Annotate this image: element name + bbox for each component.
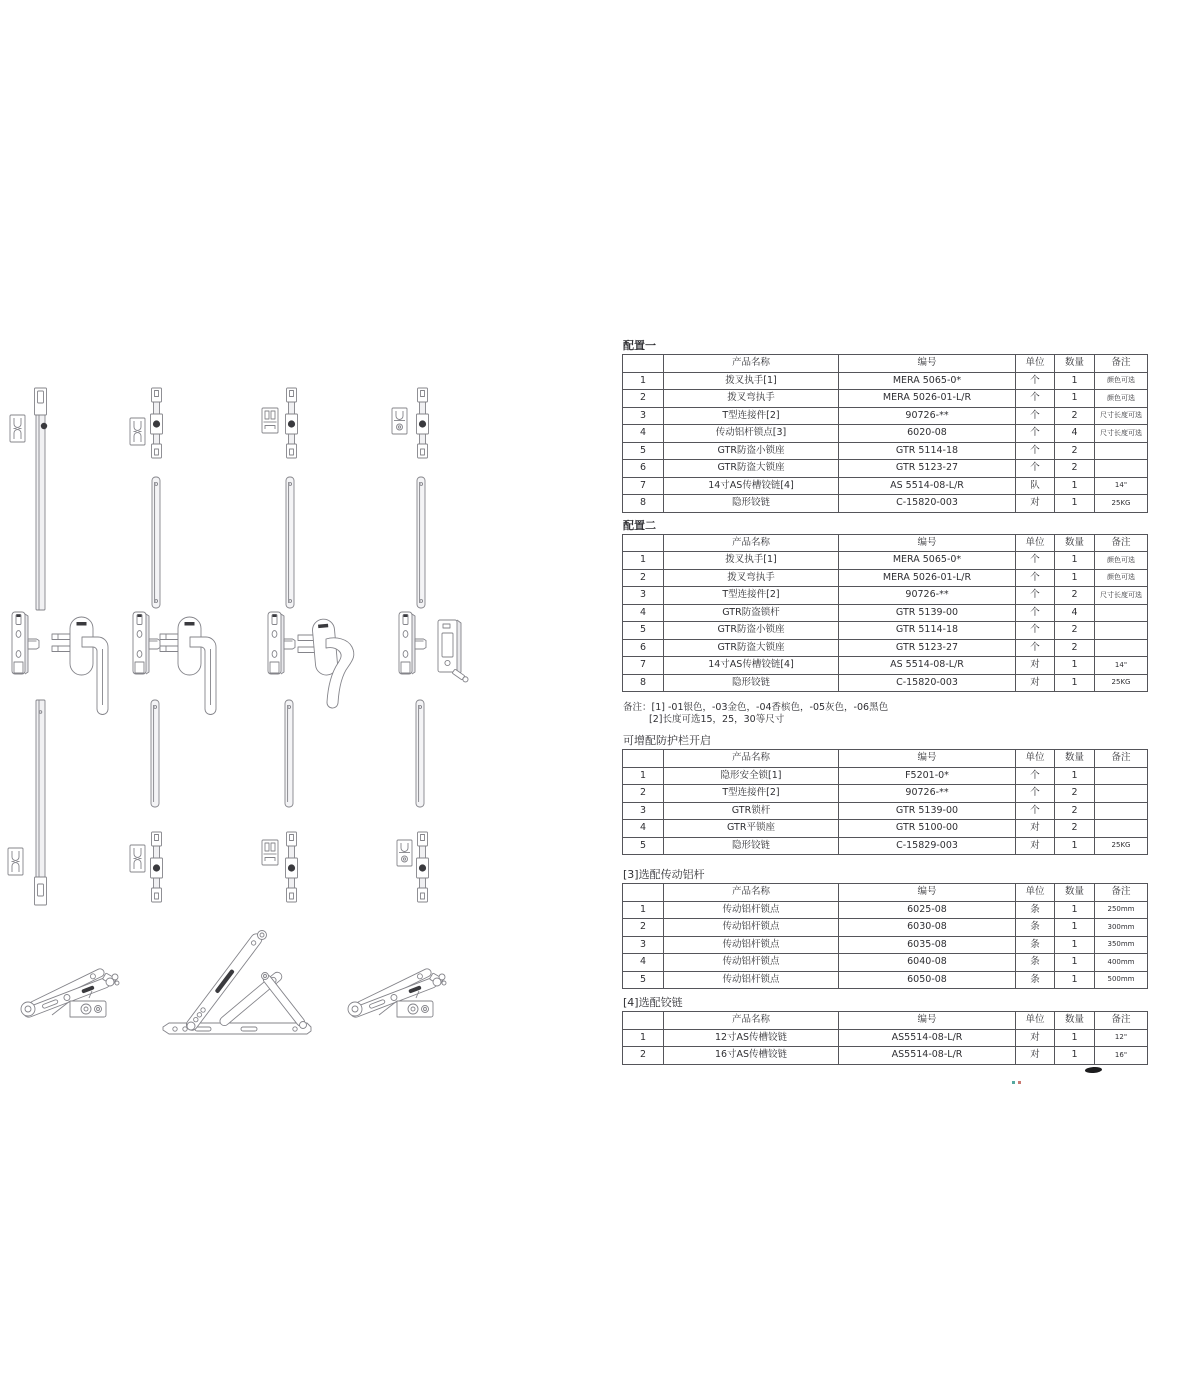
table-cell: 对: [1016, 820, 1055, 838]
table-cell: 队: [1016, 477, 1055, 495]
table-cell: 1: [1055, 837, 1095, 855]
cover-bar-icon: [285, 700, 293, 807]
table-row: [623, 971, 1148, 989]
table-cell: [1095, 639, 1148, 657]
lock-point-icon: [133, 612, 160, 674]
table-cell: 7: [623, 477, 664, 495]
table-cell: [1095, 767, 1148, 785]
table-cell: MERA 5065-0*: [839, 372, 1016, 390]
table-cell: 拨叉执手[1]: [664, 552, 839, 570]
table-row: [623, 639, 1148, 657]
table-cell: 6035-08: [839, 936, 1016, 954]
table-title-hinges: [4]选配铰链: [623, 996, 683, 1009]
friction-stay-folded-icon: [21, 967, 119, 1018]
table-cell: 2: [623, 919, 664, 937]
column-header: [623, 884, 664, 902]
table-cell: 个: [1016, 442, 1055, 460]
table-cell: 个: [1016, 802, 1055, 820]
table-cell: 个: [1016, 622, 1055, 640]
table-cell: 16": [1095, 1047, 1148, 1065]
table-cell: 7: [623, 657, 664, 675]
header-row: [623, 355, 1148, 373]
table-cell: T型连接件[2]: [664, 785, 839, 803]
column-header: [623, 1012, 664, 1030]
table-cell: 1: [1055, 657, 1095, 675]
table-cell: [1095, 460, 1148, 478]
column-header: 产品名称: [664, 1012, 839, 1030]
table-cell: [1095, 820, 1148, 838]
table-cell: 25KG: [1095, 837, 1148, 855]
table-title-guard-rail: 可增配防护栏开启: [623, 734, 711, 747]
table-row: [623, 460, 1148, 478]
table-cell: 个: [1016, 785, 1055, 803]
table-cell: 传动铝杆锁点: [664, 936, 839, 954]
config-2-table: [622, 534, 1148, 693]
table-cell: 对: [1016, 657, 1055, 675]
drive-bar-icon: [417, 832, 429, 902]
table-cell: 4: [1055, 425, 1095, 443]
table-cell: 个: [1016, 604, 1055, 622]
drive-bar-icon: [286, 388, 298, 458]
column-header: 单位: [1016, 534, 1055, 552]
table-cell: 1: [1055, 767, 1095, 785]
table-cell: 对: [1016, 837, 1055, 855]
column-header: 数量: [1055, 750, 1095, 768]
table-cell: [1095, 604, 1148, 622]
column-header: 数量: [1055, 534, 1095, 552]
table-cell: 4: [623, 820, 664, 838]
table-cell: C-15820-003: [839, 495, 1016, 513]
table-cell: 5: [623, 971, 664, 989]
drive-bar-icon: [151, 388, 163, 458]
table-cell: 传动铝杆锁点[3]: [664, 425, 839, 443]
table-row: [623, 901, 1148, 919]
table-cell: 4: [623, 425, 664, 443]
table-cell: GTR防盗大锁座: [664, 460, 839, 478]
table-cell: 隐形铰链: [664, 495, 839, 513]
table-cell: 1: [1055, 477, 1095, 495]
cover-bar-icon: [151, 700, 159, 807]
table-cell: 90726-**: [839, 407, 1016, 425]
config-2-section: [622, 518, 1142, 693]
table-cell: 尺寸长度可选: [1095, 407, 1148, 425]
lock-keeper-icon: [262, 408, 278, 433]
cover-bar-icon: [416, 700, 424, 807]
table-cell: 隐形铰链: [664, 837, 839, 855]
table-cell: 个: [1016, 767, 1055, 785]
hardware-set-3: [262, 388, 354, 902]
column-header: 编号: [839, 750, 1016, 768]
table-cell: 300mm: [1095, 919, 1148, 937]
lock-keeper-icon: [130, 845, 145, 872]
table-cell: 传动铝杆锁点: [664, 954, 839, 972]
table-cell: 2: [1055, 785, 1095, 803]
column-header: 备注: [1095, 534, 1148, 552]
lock-keeper-icon: [397, 840, 412, 866]
table-row: [623, 820, 1148, 838]
table-cell: AS5514-08-L/R: [839, 1047, 1016, 1065]
table-row: [623, 657, 1148, 675]
table-cell: 1: [623, 372, 664, 390]
table-cell: AS 5514-08-L/R: [839, 477, 1016, 495]
table-cell: GTR平锁座: [664, 820, 839, 838]
table-cell: 1: [623, 767, 664, 785]
table-cell: 25KG: [1095, 674, 1148, 692]
table-cell: 2: [1055, 460, 1095, 478]
table-cell: 尺寸长度可选: [1095, 425, 1148, 443]
table-cell: MERA 5026-01-L/R: [839, 390, 1016, 408]
hardware-set-1: [8, 388, 108, 905]
table-cell: 1: [1055, 569, 1095, 587]
guard-rail-table: [622, 749, 1148, 855]
header-row: [623, 534, 1148, 552]
table-cell: 颜色可选: [1095, 569, 1148, 587]
table-cell: 1: [1055, 372, 1095, 390]
table-row: [623, 936, 1148, 954]
table-cell: 12寸AS传槽铰链: [664, 1029, 839, 1047]
table-cell: 2: [1055, 639, 1095, 657]
table-row: [623, 622, 1148, 640]
table-cell: 1: [1055, 552, 1095, 570]
hinge-options-section: [622, 996, 1130, 1065]
friction-stay-folded-icon: [348, 967, 446, 1018]
drive-rod-options-table: [622, 883, 1148, 989]
table-cell: 条: [1016, 954, 1055, 972]
table-cell: 传动铝杆锁点: [664, 971, 839, 989]
notes-text-1: [1] -01银色，-03金色，-04香槟色，-05灰色，-06黑色: [651, 702, 889, 713]
table-cell: 2: [623, 1047, 664, 1065]
lock-keeper-icon: [262, 840, 278, 865]
table-cell: 隐形安全锁[1]: [664, 767, 839, 785]
table-cell: 14寸AS传槽铰链[4]: [664, 477, 839, 495]
table-cell: 尺寸长度可选: [1095, 587, 1148, 605]
config-1-section: [622, 339, 1142, 513]
table-cell: 1: [1055, 971, 1095, 989]
hinge-options-table: [622, 1011, 1148, 1065]
table-cell: 1: [1055, 1047, 1095, 1065]
table-row: [623, 495, 1148, 513]
table-cell: GTR防盗小锁座: [664, 622, 839, 640]
table-cell: 对: [1016, 1047, 1055, 1065]
table-cell: 4: [623, 954, 664, 972]
table-cell: 个: [1016, 569, 1055, 587]
column-header: 编号: [839, 1012, 1016, 1030]
window-handle-icon: [160, 617, 216, 715]
table-cell: GTR防盗小锁座: [664, 442, 839, 460]
table-row: [623, 1029, 1148, 1047]
table-row: [623, 1047, 1148, 1065]
table-row: [623, 372, 1148, 390]
table-cell: GTR 5100-00: [839, 820, 1016, 838]
table-cell: 传动铝杆锁点: [664, 919, 839, 937]
table-row: [623, 569, 1148, 587]
cover-bar-icon: [286, 477, 294, 608]
table-cell: 1: [1055, 495, 1095, 513]
table-title-drive-rods: [3]选配传动铝杆: [623, 868, 705, 881]
lock-point-icon: [399, 612, 426, 674]
column-header: 产品名称: [664, 355, 839, 373]
table-cell: 2: [1055, 802, 1095, 820]
table-cell: 个: [1016, 390, 1055, 408]
column-header: 数量: [1055, 1012, 1095, 1030]
table-cell: GTR 5114-18: [839, 442, 1016, 460]
table-cell: 1: [623, 552, 664, 570]
lock-point-icon: [268, 612, 295, 674]
table-cell: 1: [623, 1029, 664, 1047]
column-header: 数量: [1055, 355, 1095, 373]
cover-bar-icon: [417, 477, 425, 608]
table-cell: 2: [623, 569, 664, 587]
table-cell: 90726-**: [839, 587, 1016, 605]
table-cell: 350mm: [1095, 936, 1148, 954]
table-cell: 400mm: [1095, 954, 1148, 972]
table-row: [623, 407, 1148, 425]
notes-line-2: [2]长度可选15，25，30等尺寸: [649, 713, 785, 725]
table-cell: F5201-0*: [839, 767, 1016, 785]
table-cell: 6030-08: [839, 919, 1016, 937]
table-cell: AS5514-08-L/R: [839, 1029, 1016, 1047]
lock-keeper-icon: [392, 408, 407, 434]
table-cell: C-15829-003: [839, 837, 1016, 855]
notes-line-1: [623, 702, 1130, 714]
column-header: 单位: [1016, 884, 1055, 902]
hardware-line-drawings: [0, 382, 520, 1072]
table-cell: 250mm: [1095, 901, 1148, 919]
table-row: [623, 785, 1148, 803]
table-cell: 个: [1016, 460, 1055, 478]
table-cell: 6020-08: [839, 425, 1016, 443]
table-cell: GTR防盗大锁座: [664, 639, 839, 657]
table-cell: GTR锁杆: [664, 802, 839, 820]
security-lock-with-key-icon: [438, 620, 469, 683]
window-handle-perspective-icon: [298, 618, 354, 708]
table-cell: 条: [1016, 919, 1055, 937]
column-header: 备注: [1095, 750, 1148, 768]
table-cell: 1: [1055, 936, 1095, 954]
table-cell: 2: [1055, 820, 1095, 838]
table-title-config-2: 配置二: [623, 518, 656, 532]
table-cell: 2: [1055, 622, 1095, 640]
table-cell: 500mm: [1095, 971, 1148, 989]
table-cell: GTR 5139-00: [839, 802, 1016, 820]
table-row: [623, 390, 1148, 408]
column-header: 产品名称: [664, 750, 839, 768]
table-cell: 8: [623, 674, 664, 692]
column-header: [623, 750, 664, 768]
drive-bar-icon: [286, 832, 298, 902]
lock-keeper-icon: [8, 848, 23, 875]
table-cell: 传动铝杆锁点: [664, 901, 839, 919]
print-artifact-dots: [1012, 1069, 1026, 1073]
lock-keeper-icon: [10, 415, 25, 442]
table-cell: 25KG: [1095, 495, 1148, 513]
table-row: [623, 674, 1148, 692]
column-header: 单位: [1016, 1012, 1055, 1030]
table-cell: 1: [1055, 390, 1095, 408]
table-cell: 16寸AS传槽铰链: [664, 1047, 839, 1065]
notes-block: [623, 702, 1130, 725]
column-header: 备注: [1095, 1012, 1148, 1030]
table-cell: 12": [1095, 1029, 1148, 1047]
table-row: [623, 919, 1148, 937]
table-cell: 1: [623, 901, 664, 919]
table-cell: MERA 5065-0*: [839, 552, 1016, 570]
table-cell: 对: [1016, 1029, 1055, 1047]
column-header: 编号: [839, 534, 1016, 552]
table-cell: GTR 5123-27: [839, 639, 1016, 657]
table-cell: 1: [1055, 674, 1095, 692]
table-cell: T型连接件[2]: [664, 587, 839, 605]
table-cell: 2: [1055, 587, 1095, 605]
table-cell: GTR 5123-27: [839, 460, 1016, 478]
hardware-set-4: [392, 388, 469, 902]
table-row: [623, 767, 1148, 785]
table-cell: 1: [1055, 901, 1095, 919]
header-row: [623, 884, 1148, 902]
table-row: [623, 954, 1148, 972]
header-row: [623, 1012, 1148, 1030]
table-row: [623, 425, 1148, 443]
table-cell: GTR 5114-18: [839, 622, 1016, 640]
column-header: 单位: [1016, 355, 1055, 373]
table-title-config-1: 配置一: [623, 339, 656, 352]
table-cell: 8: [623, 495, 664, 513]
column-header: 产品名称: [664, 884, 839, 902]
table-row: [623, 477, 1148, 495]
table-row: [623, 442, 1148, 460]
lock-point-icon: [12, 612, 39, 674]
drive-bar-icon: [417, 388, 429, 458]
table-cell: 14": [1095, 477, 1148, 495]
table-cell: 2: [623, 785, 664, 803]
table-row: [623, 604, 1148, 622]
table-row: [623, 587, 1148, 605]
table-cell: 4: [623, 604, 664, 622]
table-cell: 2: [623, 390, 664, 408]
drive-rod-options-section: [622, 868, 1135, 989]
table-cell: 3: [623, 407, 664, 425]
table-cell: T型连接件[2]: [664, 407, 839, 425]
table-cell: 14": [1095, 657, 1148, 675]
lock-keeper-icon: [130, 418, 145, 445]
table-cell: MERA 5026-01-L/R: [839, 569, 1016, 587]
guard-rail-section: [622, 734, 1130, 855]
table-cell: 3: [623, 802, 664, 820]
table-cell: 个: [1016, 407, 1055, 425]
table-cell: 6040-08: [839, 954, 1016, 972]
table-cell: [1095, 785, 1148, 803]
table-cell: 5: [623, 837, 664, 855]
column-header: 数量: [1055, 884, 1095, 902]
friction-stay-open-icon: [163, 931, 311, 1035]
table-cell: 2: [1055, 407, 1095, 425]
table-cell: GTR 5139-00: [839, 604, 1016, 622]
window-handle-icon: [52, 617, 108, 715]
table-cell: 1: [1055, 919, 1095, 937]
table-cell: 条: [1016, 936, 1055, 954]
table-cell: 6: [623, 639, 664, 657]
table-cell: 90726-**: [839, 785, 1016, 803]
table-cell: AS 5514-08-L/R: [839, 657, 1016, 675]
table-cell: 5: [623, 442, 664, 460]
table-cell: 隐形铰链: [664, 674, 839, 692]
table-cell: 4: [1055, 604, 1095, 622]
column-header: [623, 534, 664, 552]
table-cell: 对: [1016, 674, 1055, 692]
table-cell: 6: [623, 460, 664, 478]
table-cell: 条: [1016, 901, 1055, 919]
table-cell: 拨叉执手[1]: [664, 372, 839, 390]
print-artifact-smudge: [1085, 1066, 1102, 1073]
table-row: [623, 837, 1148, 855]
table-cell: 个: [1016, 552, 1055, 570]
table-cell: 个: [1016, 639, 1055, 657]
column-header: 单位: [1016, 750, 1055, 768]
column-header: 备注: [1095, 884, 1148, 902]
table-cell: GTR防盗锁杆: [664, 604, 839, 622]
table-cell: 14寸AS传槽铰链[4]: [664, 657, 839, 675]
table-cell: [1095, 802, 1148, 820]
table-cell: [1095, 622, 1148, 640]
config-1-table: [622, 354, 1148, 513]
column-header: 产品名称: [664, 534, 839, 552]
spec-tables-panel: [622, 339, 1142, 1065]
table-cell: C-15820-003: [839, 674, 1016, 692]
table-cell: 6025-08: [839, 901, 1016, 919]
table-cell: 5: [623, 622, 664, 640]
table-cell: 个: [1016, 587, 1055, 605]
table-cell: 3: [623, 936, 664, 954]
table-cell: 1: [1055, 954, 1095, 972]
table-cell: 1: [1055, 1029, 1095, 1047]
column-header: 编号: [839, 884, 1016, 902]
table-cell: [1095, 442, 1148, 460]
table-cell: 个: [1016, 372, 1055, 390]
hardware-set-2: [130, 388, 216, 902]
table-cell: 2: [1055, 442, 1095, 460]
column-header: 编号: [839, 355, 1016, 373]
table-cell: 拨叉弯执手: [664, 390, 839, 408]
table-row: [623, 802, 1148, 820]
table-cell: 颜色可选: [1095, 372, 1148, 390]
table-row: [623, 552, 1148, 570]
cover-bar-icon: [152, 477, 160, 608]
column-header: 备注: [1095, 355, 1148, 373]
table-cell: 条: [1016, 971, 1055, 989]
table-cell: 颜色可选: [1095, 552, 1148, 570]
column-header: [623, 355, 664, 373]
notes-label: 备注：: [623, 702, 652, 713]
drive-bar-icon: [151, 832, 163, 902]
table-cell: 个: [1016, 425, 1055, 443]
table-cell: 6050-08: [839, 971, 1016, 989]
table-cell: 3: [623, 587, 664, 605]
table-cell: 颜色可选: [1095, 390, 1148, 408]
header-row: [623, 750, 1148, 768]
table-cell: 对: [1016, 495, 1055, 513]
table-cell: 拨叉弯执手: [664, 569, 839, 587]
